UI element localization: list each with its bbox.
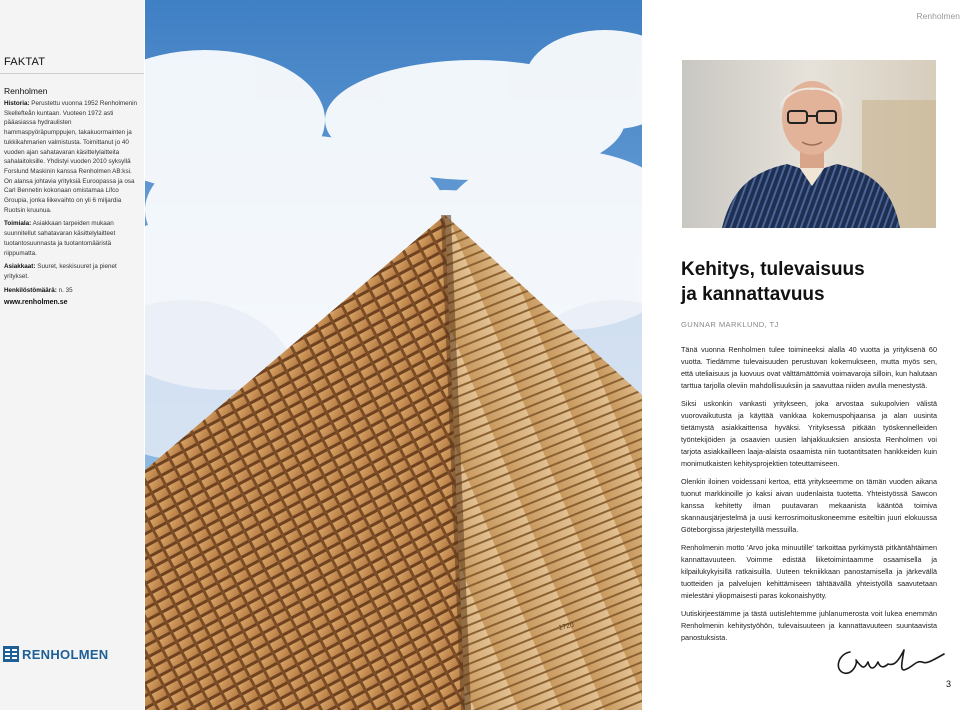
renholmen-logo (3, 646, 108, 662)
page-number: 3 (946, 679, 952, 689)
article-paragraph: Tänä vuonna Renholmen tulee toimineeksi alalla 40 vuotta ja yrityksenä 60 vuotta. Tiedämme tulevaisuuden perustuvan kokemukseen, mutta myös sen, että uteliaisuus ja luovuus ovat välttämättömiä voimavaroja silloin, kun halutaan tarttua tarjolla oleviin mahdollisuuksiin ja saavuttaa niiden avulla menestystä. (681, 345, 937, 391)
header-brand: Renholmen (916, 11, 960, 21)
facts-sidebar (0, 0, 144, 710)
divider (0, 73, 144, 74)
logo-mark-icon (3, 646, 19, 662)
article-paragraph: Uutiskirjeestämme ja tästä uutislehtemme juhlanumerosta voit lukea enemmän Renholmenin kehitystyöhön, tulevaisuuteen ja kannattavuuteen suuntaavista panostuksista. (681, 608, 937, 643)
history-fact: Historia: Perustettu vuonna 1952 Renholmenin Skellefteån kuntaan. Vuoteen 1972 asti pääasiassa hydraulisten hammaspyöräpumppujen, takakuormainten ja tukkikahmarien valmistusta. Toimittanut jo 40 vuoden ajan sahatavaran käsittelylaitteita sahalaitoksille. Yhdistyi vuoden 2010 syksyllä Forslund Maskinin kanssa Renholmen AB:ksi. On alansa johtavia yrityksiä Euroopassa ja osa Carl Bennetin kokonaan omistamaa Lifco Groupia, jonka liikevaihto on yli 6 miljardia Ruotsin kruunua. (4, 100, 138, 214)
article-paragraph: Olenkin iloinen voidessani kertoa, että yritykseemme on tämän vuoden aikana tuonut markkinoille jo kaksi aivan uudenlaista tuotetta. Yhteistyössä Sawcon kanssa kehitetty ilman puutavaran mekaanista kääntöä toimiva skannausjärjestelmä ja uusi kerrosrimoituskoneemme esiteltiin juuri elokuussa Göteborgissa järjestetyillä messuilla. (681, 476, 937, 535)
logo-wordmark: RENHOLMEN (22, 646, 109, 662)
staff-fact: Henkilöstömäärä: n. 35 (4, 286, 73, 294)
signature-icon (832, 640, 947, 680)
article-paragraph: Renholmenin motto 'Arvo joka minuutille' tarkoittaa pyrkimystä pitkäntähtäimen kannattavuuteen. Voimme edistää liiketoimintaamme osaamisella ja kilpailukykyisillä ratkaisuilla. Uuteen tekniikkaan panostamisella ja järkevällä tuotteiden ja palvelujen kehittämiseen tähtäävällä yhteistyöllä saavutetaan mielestäni yliopmaisesti paras kokonaishyöty. (681, 542, 937, 601)
ceo-portrait-photo (682, 60, 936, 228)
article-author: GUNNAR MARKLUND, TJ (681, 320, 779, 329)
lumber-stack-photo (145, 0, 642, 710)
article-body (681, 344, 937, 650)
facts-list (4, 99, 140, 299)
website-link[interactable]: www.renholmen.se (4, 299, 68, 306)
company-name: Renholmen (4, 86, 48, 96)
article-paragraph: Siksi uskonkin vankasti yritykseen, joka arvostaa sukupolvien välistä vuorovaikutusta ja käyttää vankkaa kokemuspohjaansa ja alan uusinta tietämystä asiakkaittensa hyväksi. Yrityksessä pitkään työskennelleiden työntekijöiden ja osaavien uusien lahjakkuuksien ansiosta Renholmen voi tarjota asiakkailleen laaja-alaista osaamista niin tuotantitsaten hankkeiden kuin monimutkaisten kehitysprojektien toteuttamiseen. (681, 398, 937, 469)
activity-fact: Toimiala: Asiakkaan tarpeiden mukaan suunnitellut sahatavaran käsittelylaitteet tuotantosuunnasta ja tuotantomääristä riippumatta. (4, 220, 116, 257)
customers-fact: Asiakkaat: Suuret, keskisuuret ja pienet yritykset. (4, 263, 117, 280)
article-title: Kehitys, tulevaisuus ja kannattavuus (681, 259, 865, 305)
facts-heading: FAKTAT (4, 56, 46, 68)
stack-label: 1720 (557, 621, 575, 632)
